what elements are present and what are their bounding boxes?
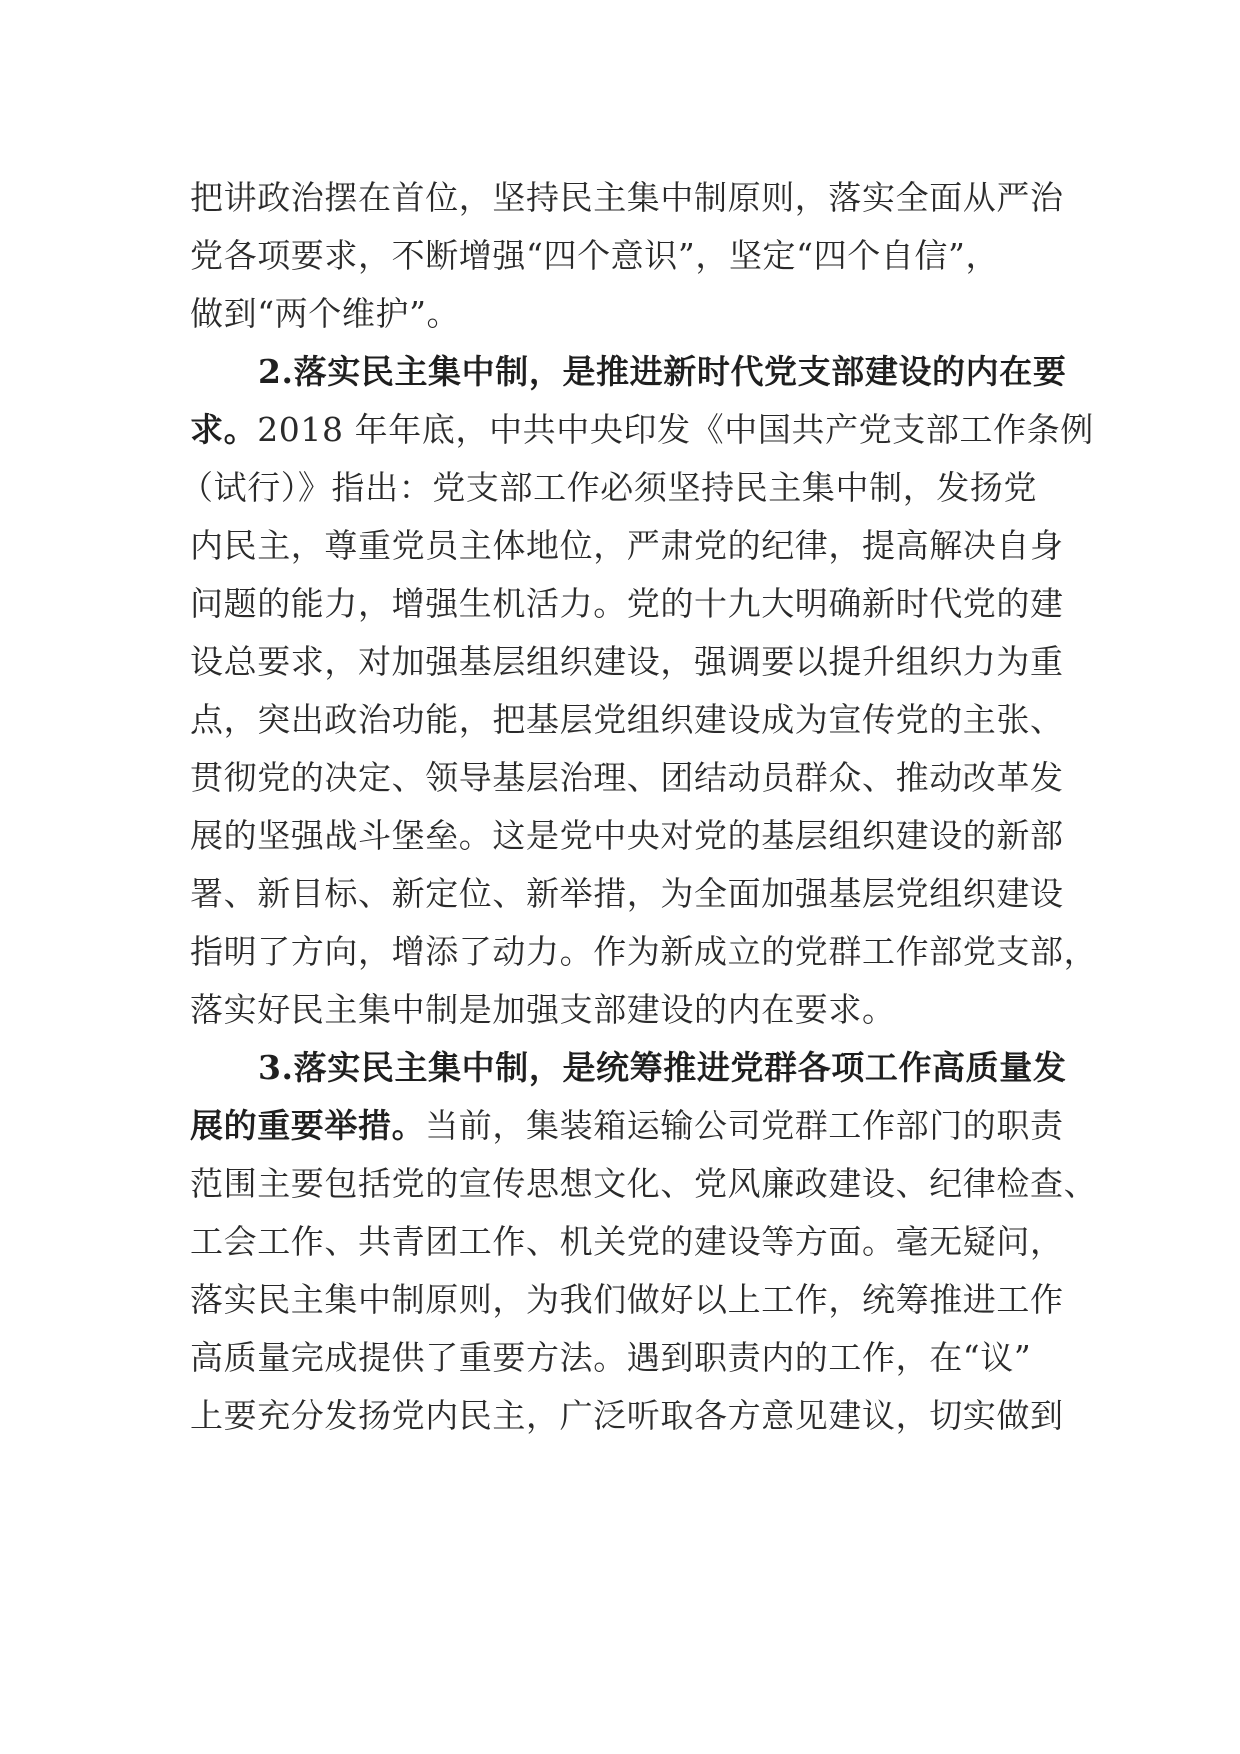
paragraph-3-line-5: 落实民主集中制原则，为我们做好以上工作，统筹推进工作 <box>190 1280 1064 1319</box>
paragraph-2-line-9: 展的坚强战斗堡垒。这是党中央对党的基层组织建设的新部 <box>190 816 1064 855</box>
paragraph-3-line-4: 工会工作、共青团工作、机关党的建设等方面。毫无疑问， <box>190 1222 1064 1261</box>
paragraph-2-line-4: 内民主，尊重党员主体地位，严肃党的纪律，提高解决自身 <box>190 526 1064 565</box>
paragraph-3-line-2 <box>190 1094 1070 1158</box>
paragraph-2-line-5: 问题的能力，增强生机活力。党的十九大明确新时代党的建 <box>190 584 1064 623</box>
paragraph-2-line-3: （试行）》指出：党支部工作必须坚持民主集中制，发扬党 <box>180 468 1038 507</box>
paragraph-1-line-1: 把讲政治摆在首位，坚持民主集中制原则，落实全面从严治 <box>190 178 1064 217</box>
paragraph-3-line-6: 高质量完成提供了重要方法。遇到职责内的工作，在“议” <box>190 1338 1032 1377</box>
paragraph-1-line-2: 党各项要求，不断增强“四个意识”，坚定“四个自信”， <box>190 236 1000 275</box>
paragraph-2-line-2 <box>190 398 1094 462</box>
paragraph-1-line-3: 做到“两个维护”。 <box>190 294 461 333</box>
paragraph-3-heading-end: 展的重要举措。 <box>190 1106 426 1145</box>
paragraph-2-text: 2018 年年底，中共中央印发《中国共产党支部工作条例 <box>257 410 1094 449</box>
paragraph-2-line-10: 署、新目标、新定位、新举措，为全面加强基层党组织建设 <box>190 874 1064 913</box>
paragraph-2-line-8: 贯彻党的决定、领导基层治理、团结动员群众、推动改革发 <box>190 758 1064 797</box>
paragraph-2-line-11: 指明了方向，增添了动力。作为新成立的党群工作部党支部， <box>190 932 1098 971</box>
paragraph-3-line-7: 上要充分发扬党内民主，广泛听取各方意见建议，切实做到 <box>190 1396 1064 1435</box>
paragraph-2-line-6: 设总要求，对加强基层组织建设，强调要以提升组织力为重 <box>190 642 1064 681</box>
paragraph-3-line-3: 范围主要包括党的宣传思想文化、党风廉政建设、纪律检查、 <box>190 1164 1098 1203</box>
paragraph-2-line-12: 落实好民主集中制是加强支部建设的内在要求。 <box>190 990 896 1029</box>
paragraph-3-heading: 3.落实民主集中制，是统筹推进党群各项工作高质量发 <box>258 1048 1067 1087</box>
paragraph-2-line-7: 点，突出政治功能，把基层党组织建设成为宣传党的主张、 <box>190 700 1064 739</box>
paragraph-2-heading-line-1 <box>258 340 1138 404</box>
paragraph-2-heading: 2.落实民主集中制，是推进新时代党支部建设的内在要 <box>258 352 1067 391</box>
paragraph-3-heading-line-1 <box>258 1036 1138 1100</box>
paragraph-2-heading-end: 求。 <box>190 410 258 449</box>
paragraph-3-text: 当前，集装箱运输公司党群工作部门的职责 <box>425 1106 1064 1145</box>
